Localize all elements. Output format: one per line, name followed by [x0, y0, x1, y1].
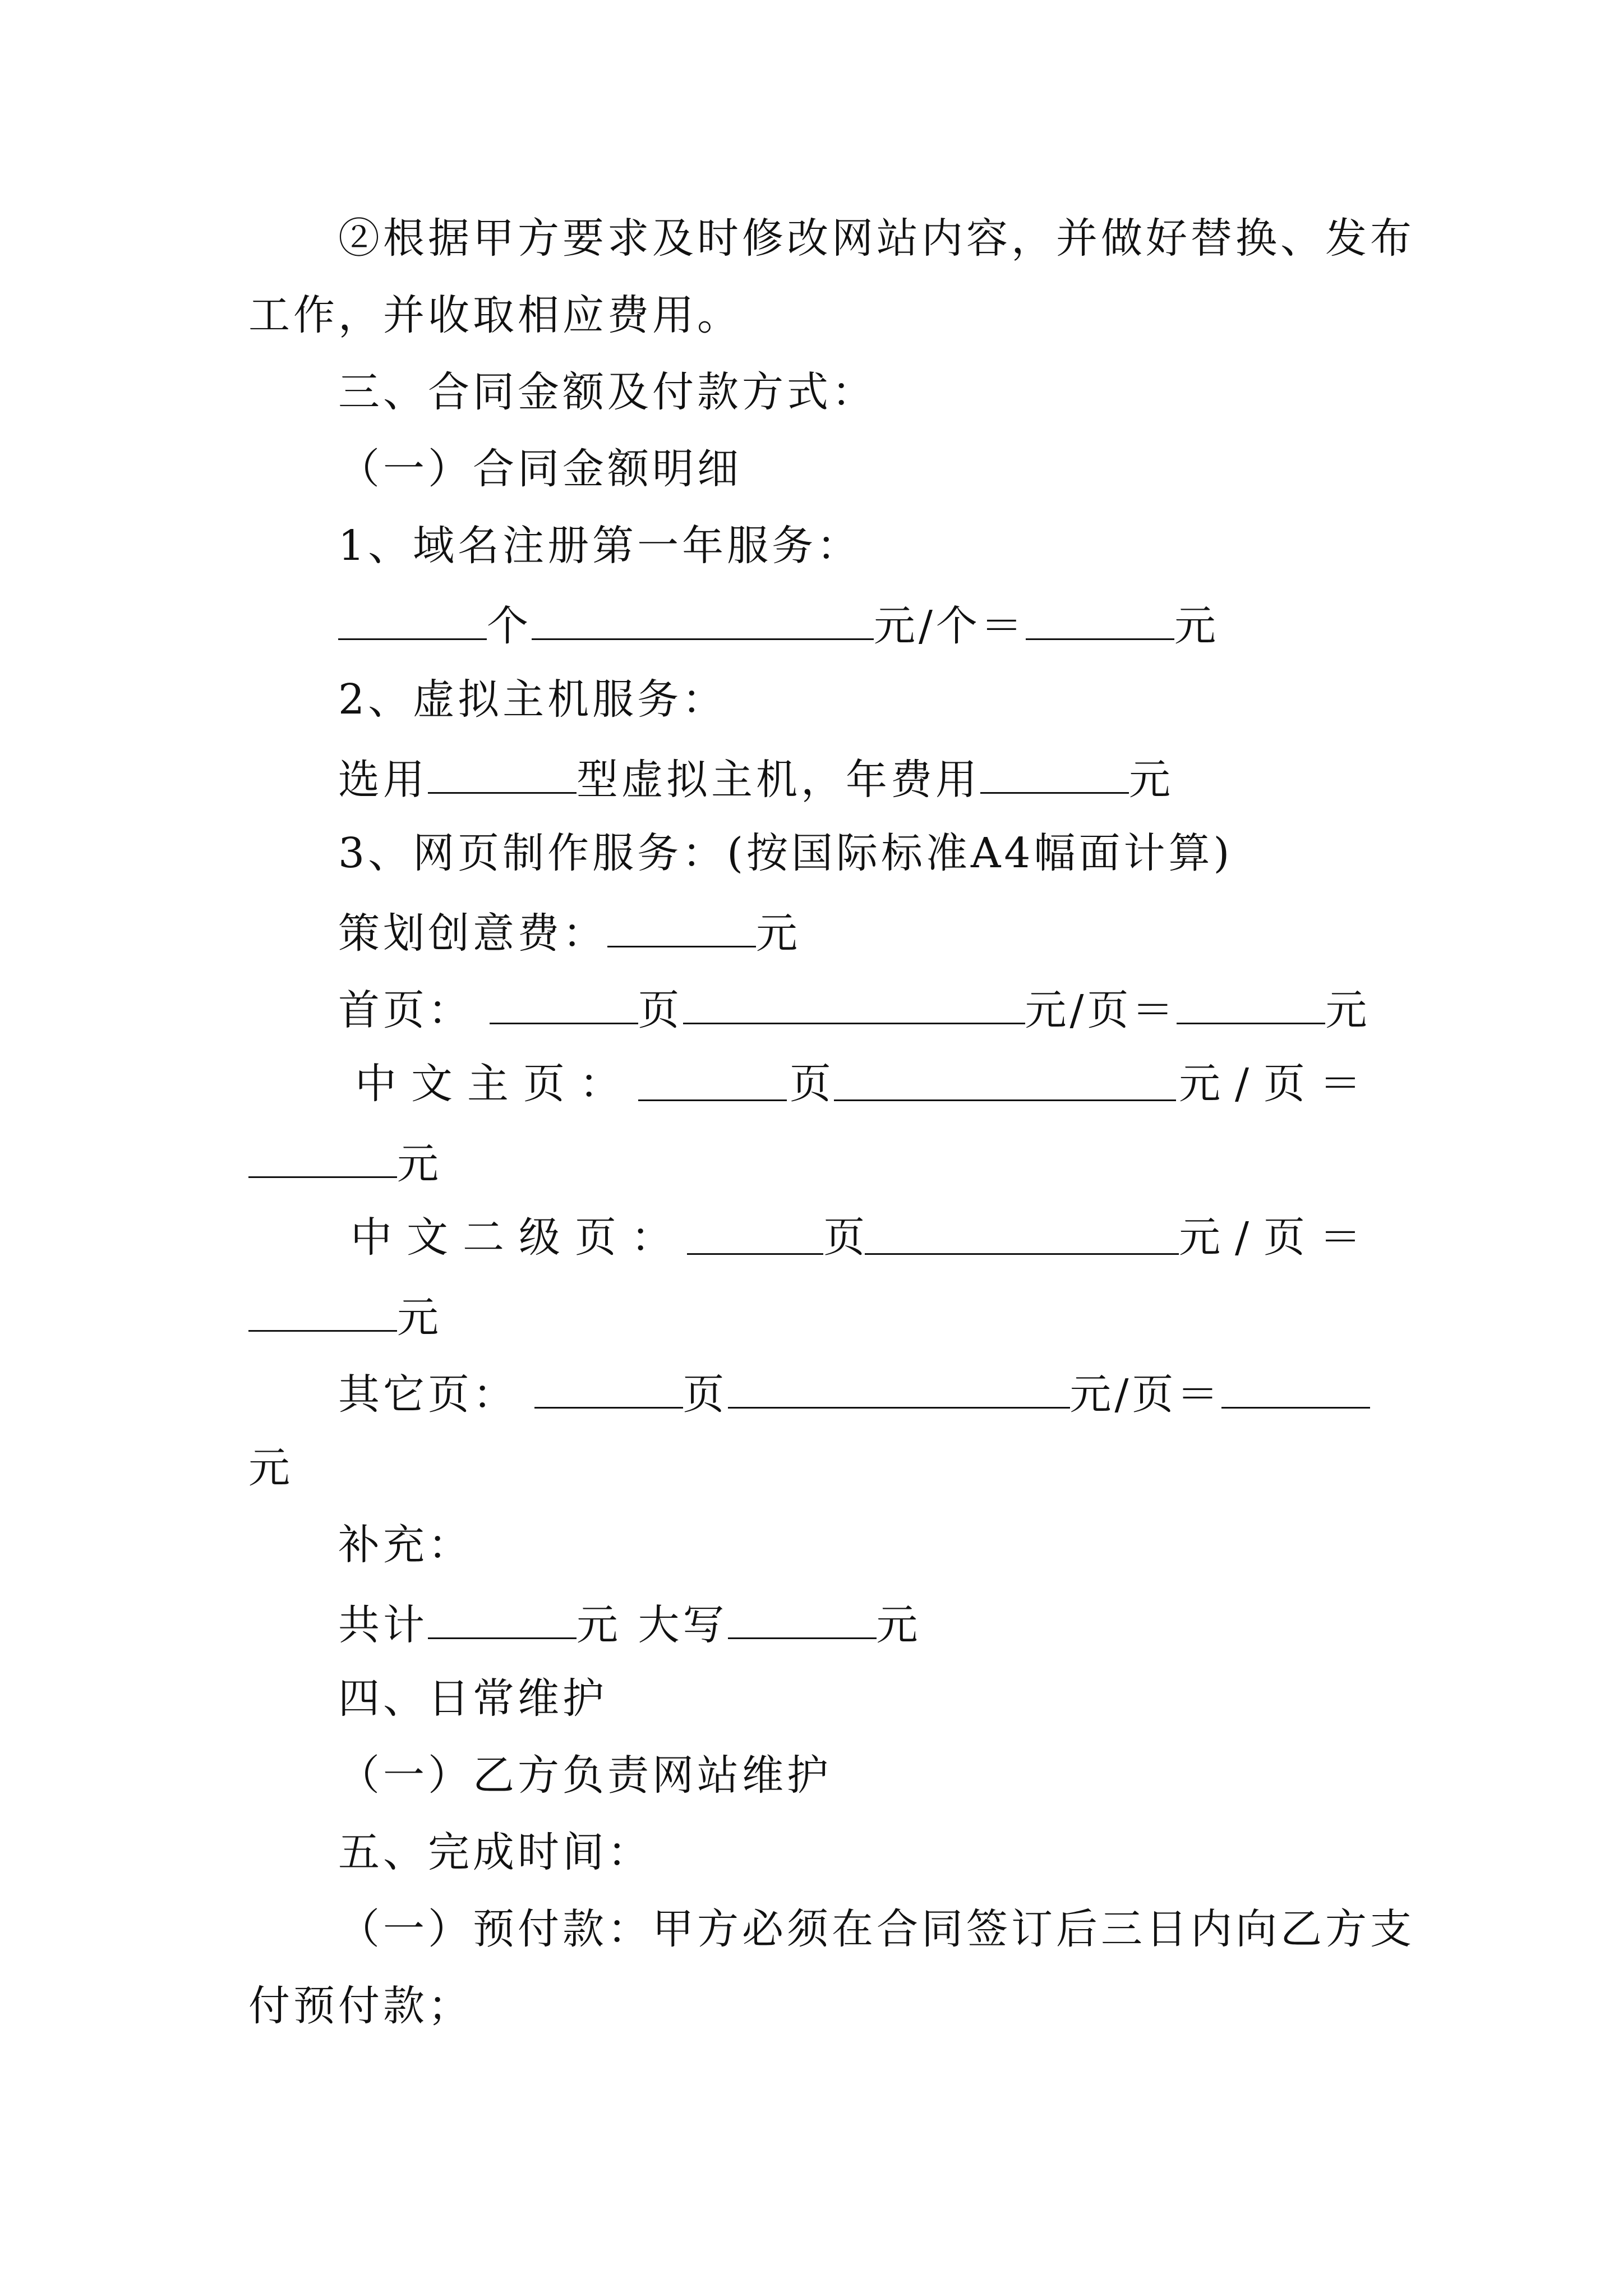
blank-field	[534, 1363, 683, 1409]
supplement-label: 补充：	[338, 1521, 473, 1569]
cn-second-page-fee-line-cont: 元	[248, 1286, 1376, 1342]
item-heading-3: 3、网页制作服务：(按国际标准A4幅面计算)	[338, 829, 1233, 877]
paragraph-line: （一）预付款：甲方必须在合同签订后三日内向乙方支	[338, 1905, 1415, 1953]
other-page-fee-line: 其它页： 页 元/页＝	[248, 1363, 1376, 1419]
blank-field	[980, 748, 1129, 794]
planning-fee-line: 策划创意费： 元	[248, 902, 1376, 958]
paragraph-line: ②根据甲方要求及时修改网站内容，并做好替换、发布	[338, 214, 1415, 263]
blank-field	[728, 1363, 1070, 1409]
subsection-heading: （一）合同金额明细	[338, 445, 742, 493]
blank-field	[338, 595, 487, 640]
blank-field	[1177, 979, 1325, 1024]
blank-field	[687, 1209, 823, 1255]
cn-second-page-fee-line: 中文二级页： 页 元/页＝	[248, 1209, 1376, 1266]
blank-field	[248, 1133, 397, 1178]
blank-field	[1221, 1363, 1370, 1409]
blank-field	[607, 902, 756, 947]
item-heading-2: 2、虚拟主机服务：	[338, 675, 727, 724]
cn-main-page-fee-line-cont: 元	[248, 1133, 1376, 1189]
homepage-fee-line: 首页： 页 元/页＝ 元	[248, 979, 1376, 1035]
blank-field	[683, 979, 1025, 1024]
total-fee-line: 共计 元 大写 元	[248, 1594, 1376, 1650]
section-heading-4: 四、日常维护	[338, 1674, 607, 1723]
blank-field	[638, 1056, 787, 1101]
paragraph-line: 付预付款；	[248, 1982, 473, 2030]
domain-fee-line: 个 元/个＝ 元	[248, 595, 1376, 651]
blank-field	[1026, 595, 1174, 640]
blank-field	[428, 748, 577, 794]
blank-field	[728, 1594, 877, 1639]
hosting-fee-line: 选用 型虚拟主机，年费用 元	[248, 748, 1376, 804]
blank-field	[834, 1056, 1176, 1101]
blank-field	[248, 1286, 397, 1332]
paragraph-line: 工作，并收取相应费用。	[248, 291, 742, 339]
section-heading-5: 五、完成时间：	[338, 1828, 652, 1876]
blank-field	[490, 979, 638, 1024]
section-heading-3: 三、合同金额及付款方式：	[338, 368, 877, 416]
blank-field	[428, 1594, 577, 1639]
cn-main-page-fee-line: 中文主页： 页 元/页＝	[248, 1056, 1376, 1112]
item-heading-1: 1、域名注册第一年服务：	[338, 522, 862, 570]
blank-field	[532, 595, 874, 640]
other-page-fee-line-cont: 元	[248, 1444, 293, 1492]
blank-field	[865, 1209, 1179, 1255]
subsection-heading: （一）乙方负责网站维护	[338, 1751, 832, 1800]
